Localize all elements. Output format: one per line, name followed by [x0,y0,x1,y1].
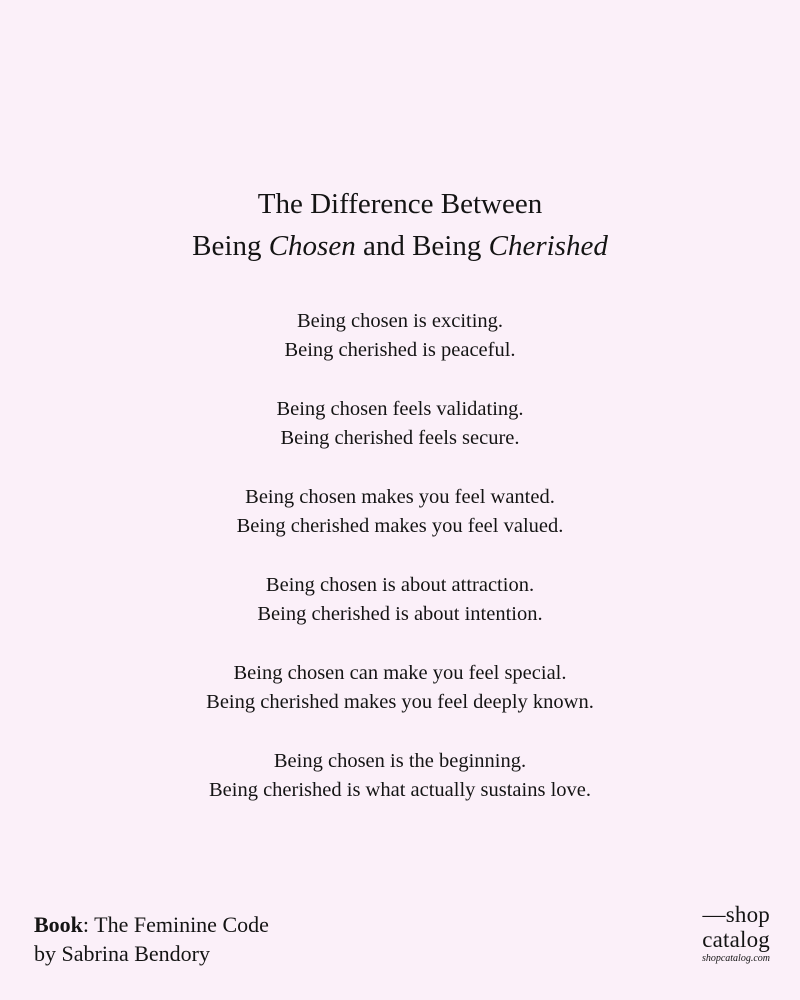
title-line-2 [0,225,800,267]
stanza-chosen-line: Being chosen is exciting. [296,310,504,332]
stanza-cherished-line: Being cherished is what actually sustains love. [208,779,591,801]
book-label: Book [34,912,83,937]
title-emphasis-cherished: Cherished [488,230,608,262]
stanza-cherished-line: Being cherished feels secure. [280,427,520,449]
book-title: The Feminine Code [94,912,269,937]
book-separator: : [82,912,95,937]
stanza-chosen-line: Being chosen is about attraction. [265,574,535,596]
title-line-2-part-2: and Being [355,230,489,262]
page-title [0,183,800,267]
stanza-cherished-line: Being cherished makes you feel valued. [236,515,564,537]
stanza-chosen-line: Being chosen is the beginning. [273,750,527,772]
stanza-chosen-line: Being chosen makes you feel wanted. [245,486,555,508]
stanza [0,747,800,835]
logo-url: shopcatalog.com [701,953,770,964]
stanza-cherished-line: Being cherished makes you feel deeply known. [206,691,594,713]
stanza-cherished-line: Being cherished is about intention. [257,603,543,625]
stanza-chosen-line: Being chosen can make you feel special. [233,662,567,684]
book-title-line [34,910,269,939]
stanza [0,307,800,395]
stanza [0,395,800,483]
book-credit [34,910,269,968]
title-emphasis-chosen: Chosen [268,230,356,262]
shop-catalog-logo [702,902,770,966]
title-line-2-part-1: Being [192,230,269,262]
stanza-chosen-line: Being chosen feels validating. [276,398,524,420]
stanza-cherished-line: Being cherished is peaceful. [284,339,516,361]
stanza [0,659,800,747]
stanza [0,571,800,659]
logo-line-2: catalog [702,927,770,952]
logo-line-1: —shop [702,902,770,927]
book-author: by Sabrina Bendory [34,941,210,966]
stanza [0,483,800,571]
title-line-1: The Difference Between [257,188,543,220]
poem-body [0,307,800,835]
